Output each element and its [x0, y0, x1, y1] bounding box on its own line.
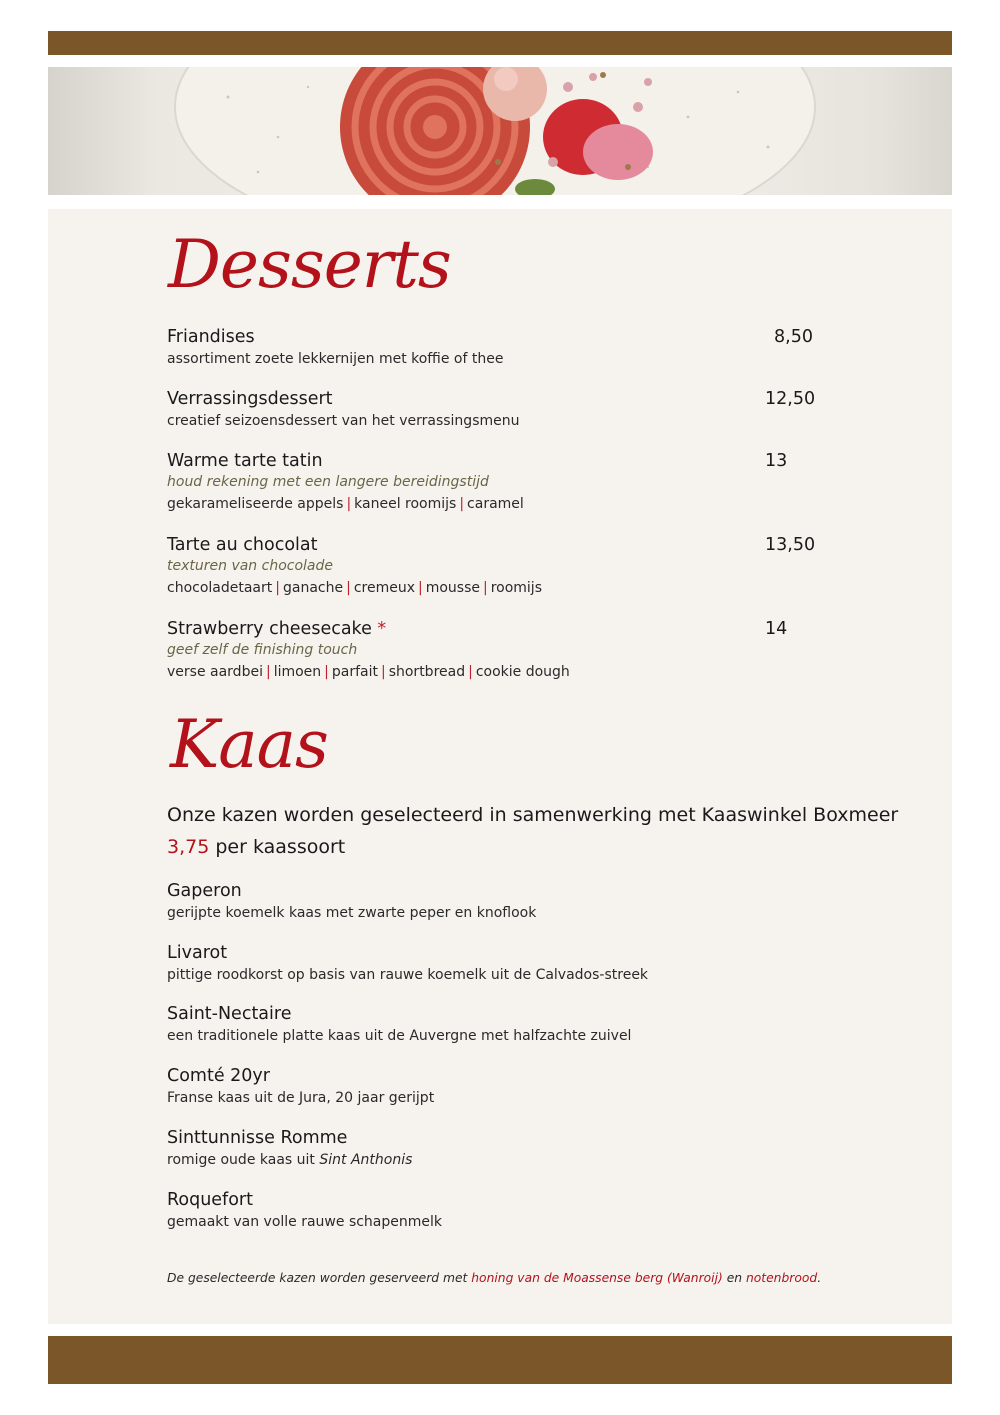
dessert-components [167, 494, 867, 515]
divider: | [380, 664, 386, 680]
divider: | [346, 496, 352, 512]
divider: | [346, 580, 351, 596]
cheese-description: gemaakt van volle rauwe schapenmelk [167, 1214, 443, 1230]
cheese-description: pittige roodkorst op basis van rauwe koemelk uit de Calvados-streek [167, 967, 649, 983]
cheese-name: Comté 20yr [167, 1066, 270, 1086]
cheese-description: Franse kaas uit de Jura, 20 jaar gerijpt [167, 1090, 435, 1106]
cheese-name: Sinttunnisse Romme [167, 1128, 348, 1148]
divider: | [468, 664, 473, 680]
dessert-components [167, 578, 867, 599]
cheese-name: Gaperon [167, 881, 242, 901]
cheese-description: een traditionele platte kaas uit de Auvergne met halfzachte zuivel [167, 1028, 632, 1044]
cheese-origin: Sint Anthonis [319, 1152, 413, 1168]
dessert-price: 8,50 [774, 327, 813, 347]
dessert-name [167, 618, 867, 640]
component: mousse [425, 580, 480, 596]
footnote-bread: notenbrood [745, 1271, 818, 1285]
top-band [48, 31, 952, 55]
cheese-name: Saint-Nectaire [167, 1004, 292, 1024]
dessert-item [167, 388, 867, 432]
component: caramel [467, 496, 524, 512]
component: roomijs [490, 580, 542, 596]
dessert-name-text: Strawberry cheesecake [167, 619, 372, 639]
cheese-item [167, 880, 867, 924]
dessert-description: assortiment zoete lekkernijen met koffie of thee [167, 351, 504, 367]
component: cookie dough [475, 664, 570, 680]
kaas-price-unit: per kaassoort [215, 836, 346, 858]
dessert-components [167, 662, 867, 683]
asterisk-marker: * [377, 619, 387, 639]
component: ganache [282, 580, 344, 596]
dessert-item [167, 618, 867, 683]
kaas-heading: Kaas [170, 706, 328, 783]
footnote-text: en [722, 1271, 746, 1285]
kaas-price: 3,75 [167, 836, 210, 858]
kaas-intro: Onze kazen worden geselecteerd in samenwerking met Kaaswinkel Boxmeer [167, 804, 899, 826]
dessert-item [167, 534, 867, 599]
cheese-name: Roquefort [167, 1190, 253, 1210]
cheese-description-text: romige oude kaas uit [167, 1152, 320, 1168]
kaas-price-line [167, 835, 345, 859]
dessert-name: Tarte au chocolat [167, 535, 318, 555]
component: gekarameliseerde appels [167, 496, 344, 512]
cheese-item [167, 942, 867, 986]
divider: | [459, 496, 465, 512]
cheese-item [167, 1127, 867, 1171]
dessert-note: houd rekening met een langere bereidingstijd [167, 474, 489, 490]
divider: | [324, 664, 329, 680]
desserts-heading: Desserts [168, 226, 451, 303]
divider: | [275, 580, 280, 596]
footnote-honey: honing van de Moassense berg (Wanroij) [471, 1271, 723, 1285]
cheese-name: Livarot [167, 943, 228, 963]
dessert-note: geef zelf de finishing touch [167, 642, 358, 658]
dessert-item [167, 450, 867, 515]
dessert-note: texturen van chocolade [167, 558, 333, 574]
component: verse aardbei [167, 664, 263, 680]
component: cremeux [353, 580, 415, 596]
footnote-text: De geselecteerde kazen worden geserveerd met [167, 1271, 472, 1285]
dessert-photo [48, 67, 952, 195]
dessert-description: creatief seizoensdessert van het verrassingsmenu [167, 413, 520, 429]
divider: | [265, 664, 271, 680]
divider: | [482, 580, 488, 596]
component: kaneel roomijs [354, 496, 457, 512]
component: parfait [331, 664, 378, 680]
dessert-name: Verrassingsdessert [167, 389, 333, 409]
dessert-price: 13,50 [765, 535, 816, 555]
dessert-item [167, 326, 867, 370]
component: chocoladetaart [167, 580, 273, 596]
component: shortbread [388, 664, 466, 680]
footnote-text: . [817, 1271, 822, 1285]
dessert-price: 14 [765, 619, 788, 639]
bottom-band [48, 1336, 952, 1384]
cheese-footnote [167, 1269, 821, 1287]
cheese-description: gerijpte koemelk kaas met zwarte peper en knoflook [167, 905, 537, 921]
dessert-price: 13 [765, 451, 788, 471]
cheese-description [167, 1150, 867, 1171]
divider: | [417, 580, 423, 596]
dessert-price: 12,50 [765, 389, 816, 409]
cheese-item [167, 1189, 867, 1233]
dessert-name: Warme tarte tatin [167, 451, 323, 471]
dessert-name: Friandises [167, 327, 255, 347]
cheese-item [167, 1003, 867, 1047]
cheese-item [167, 1065, 867, 1109]
component: limoen [273, 664, 322, 680]
